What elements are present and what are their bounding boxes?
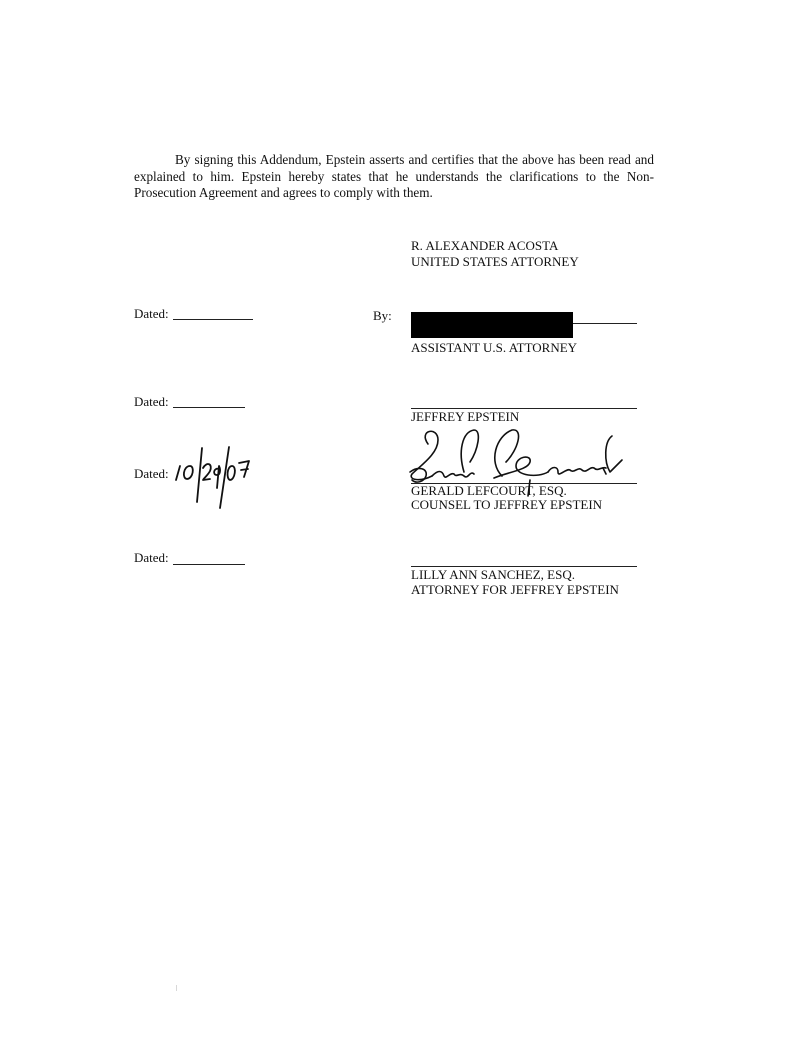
dated-label-4: Dated:: [134, 550, 169, 565]
dated-label-1: Dated:: [134, 306, 169, 321]
redaction-block: [411, 312, 573, 338]
signatory-sanchez-title: ATTORNEY FOR JEFFREY EPSTEIN: [411, 582, 619, 597]
by-label: By:: [373, 308, 392, 323]
handwritten-date: [172, 444, 254, 514]
dated-label-3: Dated:: [134, 466, 169, 481]
scan-artifact: [176, 985, 177, 991]
date-line-1: [173, 319, 253, 320]
dated-label-2: Dated:: [134, 394, 169, 409]
signatory-epstein-name: JEFFREY EPSTEIN: [411, 409, 520, 424]
us-attorney-title: UNITED STATES ATTORNEY: [411, 254, 579, 269]
date-line-2: [173, 407, 245, 408]
signatory-lefcourt-title: COUNSEL TO JEFFREY EPSTEIN: [411, 497, 603, 512]
date-line-4: [173, 564, 245, 565]
signatory-sanchez-name: LILLY ANN SANCHEZ, ESQ.: [411, 567, 575, 582]
signatory-lefcourt-name: GERALD LEFCOURT, ESQ.: [411, 483, 567, 498]
certification-paragraph: By signing this Addendum, Epstein asserts and certifies that the above has been read and explained to him. Epstein hereby states that he understands the clarifications to the Non-Prosecution Agreement and agrees to comply with them.: [134, 152, 654, 200]
us-attorney-name: R. ALEXANDER ACOSTA: [411, 238, 559, 253]
signatory-ausa-name: ASSISTANT U.S. ATTORNEY: [411, 340, 578, 355]
